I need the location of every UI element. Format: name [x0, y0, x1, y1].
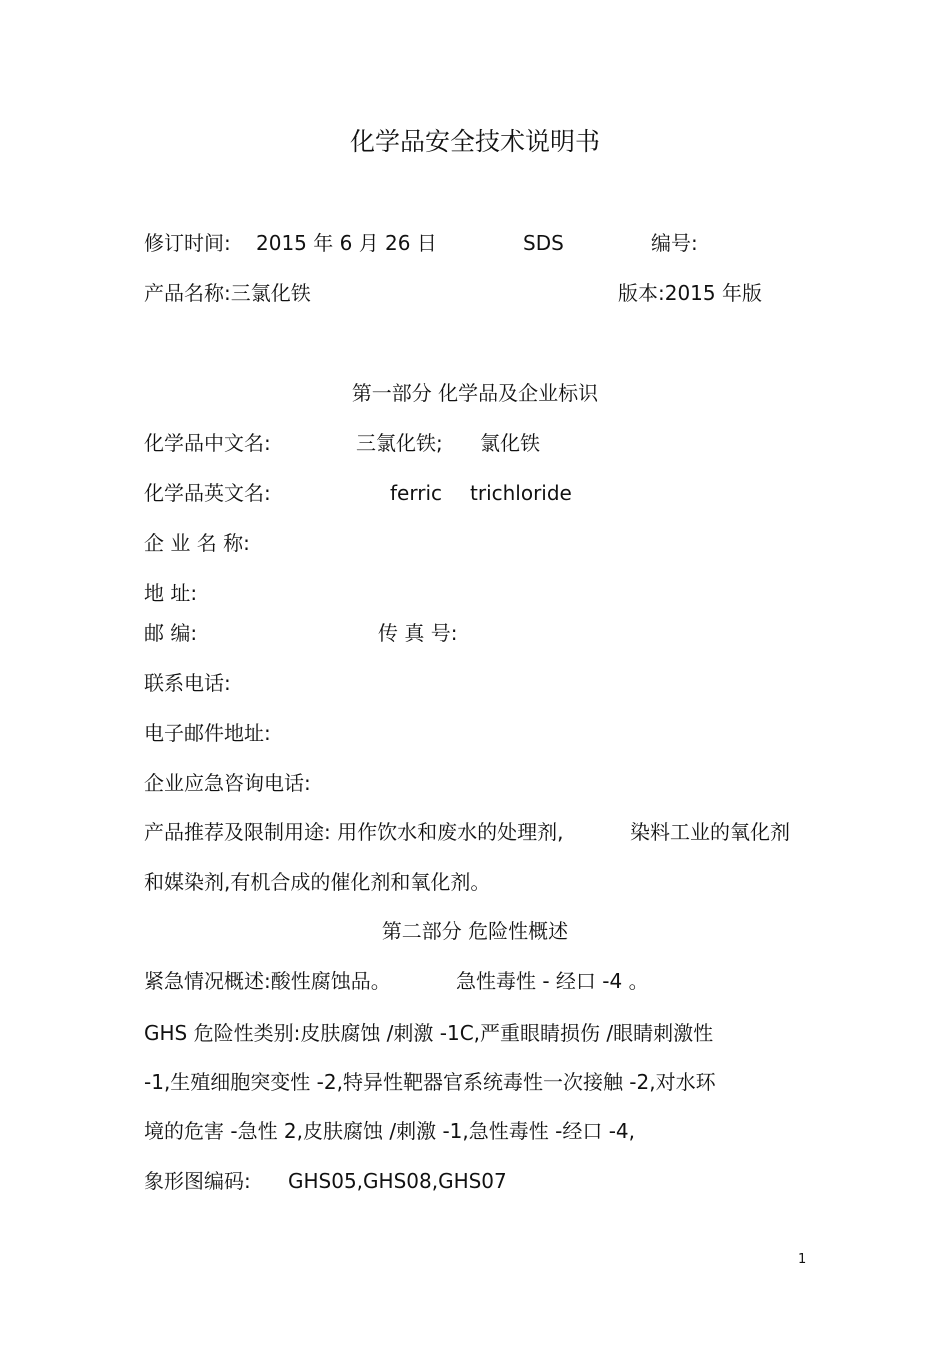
usage-line-1b: 染料工业的氧化剂	[630, 820, 790, 844]
part2-heading: 第二部分 危险性概述	[381, 919, 569, 943]
pictogram-label: 象形图编码:	[144, 1169, 251, 1193]
email-label: 电子邮件地址:	[144, 721, 271, 745]
emergency-phone-label: 企业应急咨询电话:	[144, 771, 311, 795]
phone-label: 联系电话:	[144, 671, 231, 695]
ghs-class-line-1: GHS 危险性类别:皮肤腐蚀 /刺激 -1C,严重眼睛损伤 /眼睛刺激性	[144, 1021, 714, 1045]
address-label: 地 址:	[144, 581, 198, 605]
usage-line-1a: 产品推荐及限制用途: 用作饮水和废水的处理剂,	[144, 820, 564, 844]
ghs-class-line-3: 境的危害 -急性 2,皮肤腐蚀 /刺激 -1,急性毒性 -经口 -4,	[144, 1119, 635, 1143]
revision-date: 2015 年 6 月 26 日	[256, 231, 437, 255]
part1-heading: 第一部分 化学品及企业标识	[351, 381, 599, 405]
product-name: 产品名称:三氯化铁	[144, 281, 311, 305]
revision-label: 修订时间:	[144, 231, 231, 255]
en-name-word2: trichloride	[470, 481, 572, 505]
fax-label: 传 真 号:	[378, 621, 458, 645]
cn-name-alt: 氯化铁	[480, 431, 540, 455]
en-name-word1: ferric	[390, 481, 442, 505]
en-name-label: 化学品英文名:	[144, 481, 271, 505]
emergency-overview-b: 急性毒性 - 经口 -4 。	[456, 969, 649, 993]
sds-label: SDS	[523, 231, 564, 255]
number-label: 编号:	[651, 231, 698, 255]
company-label: 企 业 名 称:	[144, 531, 250, 555]
pictogram-codes: GHS05,GHS08,GHS07	[288, 1169, 507, 1193]
ghs-class-line-2: -1,生殖细胞突变性 -2,特异性靶器官系统毒性一次接触 -2,对水环	[144, 1070, 716, 1094]
emergency-overview-a: 紧急情况概述:酸性腐蚀品。	[144, 969, 391, 993]
cn-name-label: 化学品中文名:	[144, 431, 271, 455]
version: 版本:2015 年版	[618, 281, 762, 305]
usage-line-2: 和媒染剂,有机合成的催化剂和氧化剂。	[144, 870, 491, 894]
cn-name-value: 三氯化铁;	[356, 431, 443, 455]
postcode-label: 邮 编:	[144, 621, 198, 645]
page-number: 1	[798, 1252, 807, 1267]
document-title: 化学品安全技术说明书	[349, 127, 600, 156]
